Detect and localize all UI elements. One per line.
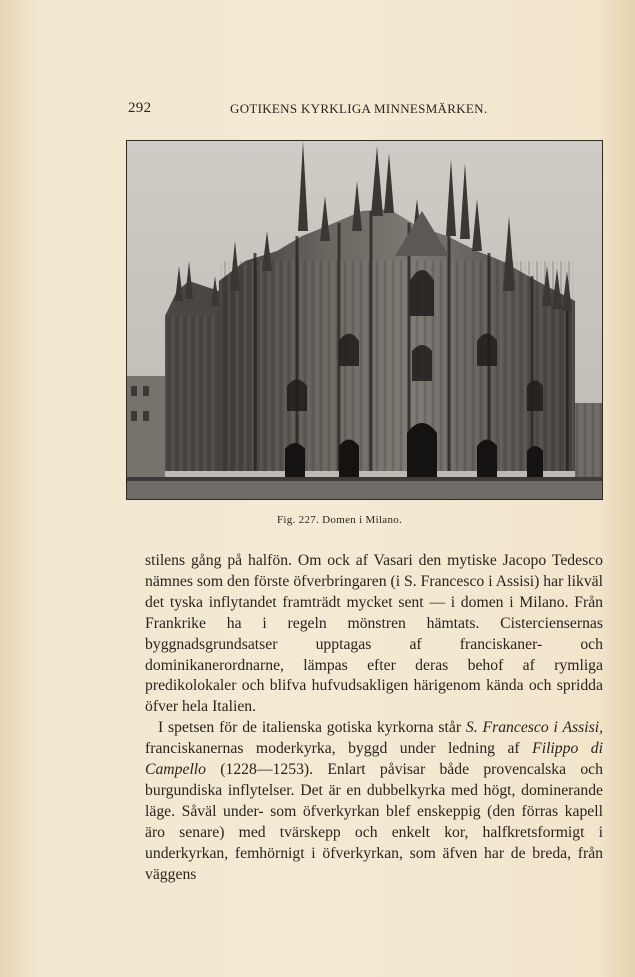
italic-church-name: S. Francesco i Assisi, [465,719,604,737]
paragraph: stilens gång på halfön. Om ock af Vasari den mytiske Jacopo Tedesco nämnes som den förste öfverbringaren (i S. Francesco i Assisi) har likväl det tyska inflytandet framträdt mycket sent — i domen i Milano. Från Frankrike ha i regeln mönstren hämtats. Cisterciensernas byggnadsgrundsatser upptagas af franciskaner- och dominikanerordnarne, lämpas efter deras behof af rymliga predikolokaler och blifva hufvudsakligen härigenom kända och spridda öfver hela Italien. [145,552,603,716]
text-run: I spetsen för de italienska gotiska kyrkorna står [158,719,466,737]
italic-architect-name: Filippo di Campello [145,740,603,779]
running-title: GOTIKENS KYRKLIGA MINNESMÄRKEN. [230,101,488,116]
text-run: (1228—1253). Enlart påvisar både provencalska och burgundiska inflytelser. Det är en dubbelkyrka med högt, dominerande läge. Såväl under- som öfverkyrkan blef enskeppig (den förras kapell äro senare) med tvärskepp och enkelt kor, halfkretsformigt i underkyrkan, femhörnigt i öfverkyrkan, som äfven har de breda, från väggens [145,761,603,883]
paragraph [145,718,603,885]
body-text [145,551,603,886]
milan-cathedral-illustration [127,141,602,499]
cathedral-photograph [126,140,603,500]
figure-caption: Fig. 227. Domen i Milano. [277,514,403,526]
text-run: franciskanernas moderkyrka, byggd under ledning af [145,740,533,758]
page-number: 292 [128,100,152,116]
